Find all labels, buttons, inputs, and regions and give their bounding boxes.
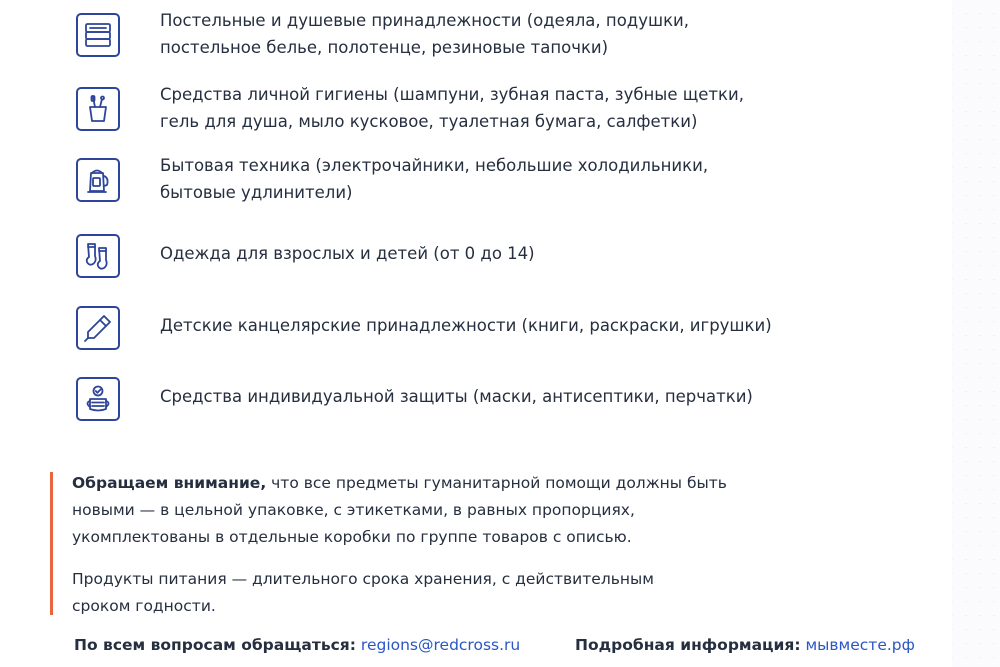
kettle-icon: [76, 158, 120, 202]
pen-icon: [76, 306, 120, 350]
notice-paragraph-1: [72, 470, 752, 551]
item-text: Средства личной гигиены (шампуни, зубная паста, зубные щетки, гель для душа, мыло кусковое, туалетная бумага, салфетки): [160, 85, 744, 131]
notice-lead: Обращаем внимание,: [72, 474, 267, 492]
item-text: Постельные и душевые принадлежности (одеяла, подушки, постельное белье, полотенце, резиновые тапочки): [160, 11, 689, 57]
notice-body: что все предметы гуманитарной помощи должны быть новыми — в цельной упаковке, с этикетками, в равных пропорциях, укомплектованы в отдельные коробки по группе товаров с описью.: [72, 474, 727, 546]
decorative-pattern-strip: [952, 0, 1000, 667]
item-text: Средства индивидуальной защиты (маски, антисептики, перчатки): [160, 387, 753, 406]
contact-email-link[interactable]: regions@redcross.ru: [360, 636, 521, 654]
face-mask-icon: [76, 377, 120, 421]
footer-contact: [74, 633, 520, 657]
footer-info: [575, 633, 915, 657]
toothbrush-cup-icon: [76, 87, 120, 131]
item-text: Одежда для взрослых и детей (от 0 до 14): [160, 244, 535, 263]
info-site-link[interactable]: мывместе.рф: [805, 636, 915, 654]
list-item-stationery: [76, 304, 936, 354]
list-item-appliances: [76, 155, 936, 205]
socks-icon: [76, 234, 120, 278]
item-text: Детские канцелярские принадлежности (книги, раскраски, игрушки): [160, 316, 772, 335]
item-text: Бытовая техника (электрочайники, небольшие холодильники, бытовые удлинители): [160, 156, 709, 202]
list-item-clothing: [76, 232, 936, 282]
list-item-bedding: [76, 10, 936, 60]
info-label: Подробная информация:: [575, 636, 801, 654]
list-item-ppe: [76, 375, 936, 425]
bedding-icon: [76, 13, 120, 57]
list-item-hygiene: [76, 84, 936, 134]
notice-paragraph-2: Продукты питания — длительного срока хранения, с действительным сроком годности.: [72, 570, 654, 615]
contact-label: По всем вопросам обращаться:: [74, 636, 356, 654]
accent-bar: [50, 472, 53, 615]
